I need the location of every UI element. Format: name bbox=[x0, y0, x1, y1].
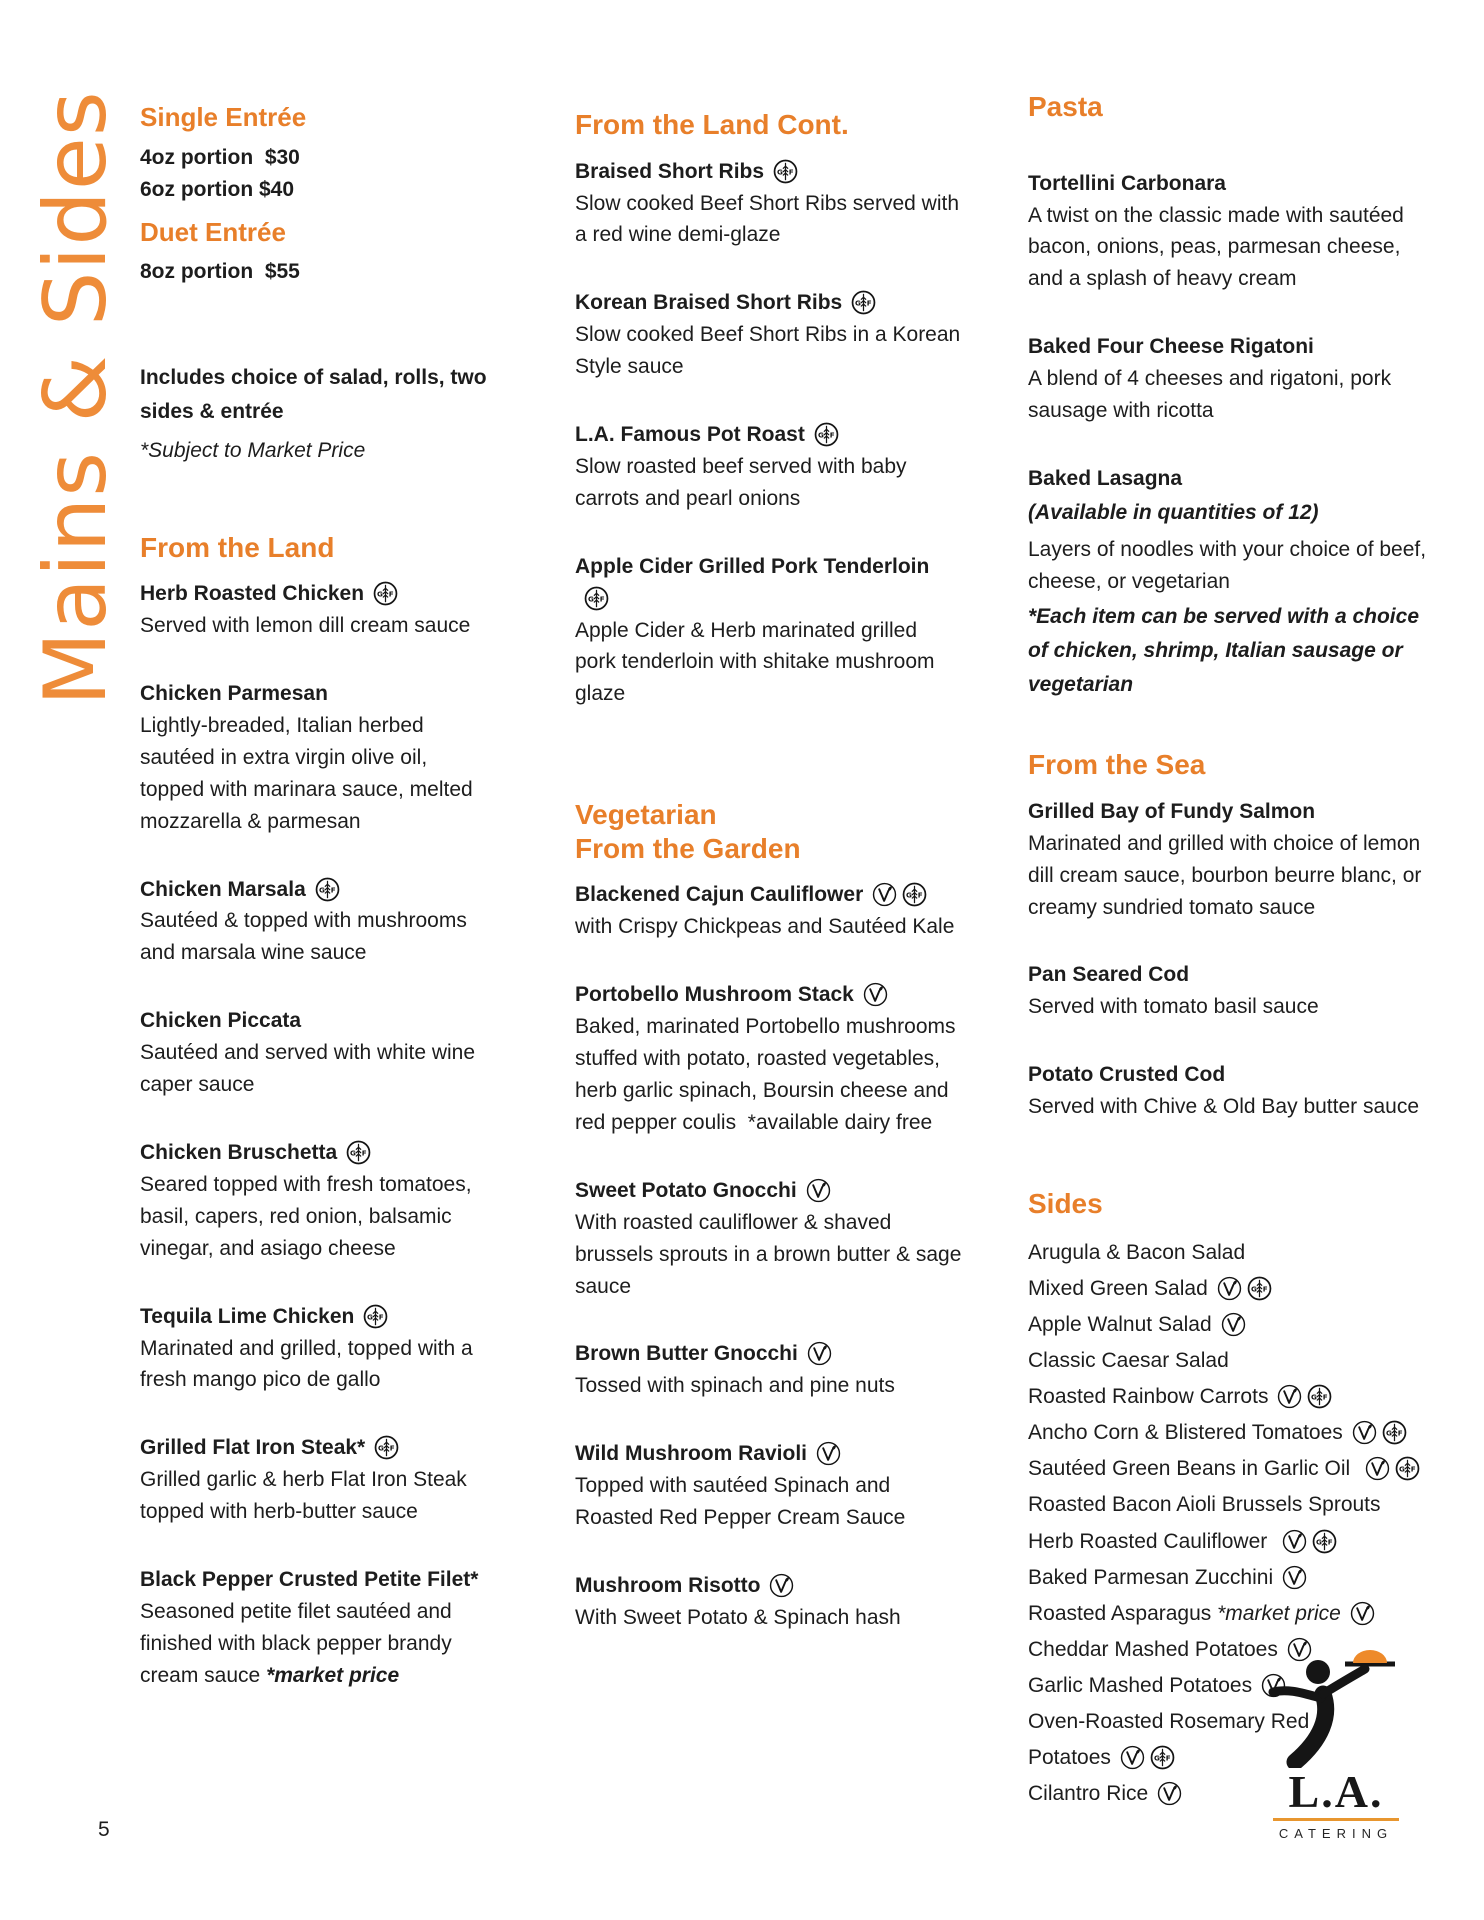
text-run: Apple Cider & Herb marinated grilled pork tenderloin with shitake mushroom glaze bbox=[575, 618, 941, 706]
menu-item-name bbox=[140, 1137, 492, 1169]
svg-text:G: G bbox=[587, 594, 594, 604]
vegetarian-icon bbox=[863, 982, 888, 1007]
text-run: Marinated and grilled with choice of lemon dill cream sauce, bourbon beurre blanc, or creamy sundried tomato sauce bbox=[1028, 831, 1428, 919]
section-heading: Sides bbox=[1028, 1188, 1103, 1220]
svg-text:F: F bbox=[379, 1312, 385, 1322]
vegetarian-icon bbox=[1282, 1529, 1307, 1554]
logo-subtitle: CATERING bbox=[1278, 1826, 1394, 1841]
gluten-free-icon bbox=[1312, 1529, 1337, 1554]
text-run: Sautéed Green Beans in Garlic Oil bbox=[1028, 1457, 1357, 1481]
gluten-free-icon bbox=[1247, 1276, 1272, 1301]
text-run: *market price bbox=[266, 1663, 400, 1687]
text-run: Baked Lasagna bbox=[1028, 466, 1183, 490]
text-run: Sautéed and served with white wine caper sauce bbox=[140, 1041, 481, 1097]
text-run: Ancho Corn & Blistered Tomatoes bbox=[1028, 1421, 1343, 1445]
text-run: Served with tomato basil sauce bbox=[1028, 995, 1319, 1019]
menu-column-3 bbox=[1028, 90, 1430, 1812]
text-run: Apple Cider Grilled Pork Tenderloin bbox=[575, 554, 930, 578]
menu-item-name bbox=[575, 879, 963, 911]
svg-text:F: F bbox=[918, 891, 923, 901]
menu-item-desc bbox=[140, 1037, 492, 1101]
text-run: Pan Seared Cod bbox=[1028, 963, 1190, 987]
text-run: Braised Short Ribs bbox=[575, 159, 765, 183]
svg-text:F: F bbox=[1410, 1465, 1416, 1475]
text-run: Includes choice of salad, rolls, two sides & entrée bbox=[140, 365, 493, 423]
svg-text:F: F bbox=[390, 1444, 395, 1454]
svg-text:G: G bbox=[1398, 1465, 1405, 1475]
menu-item-desc bbox=[575, 911, 963, 943]
svg-text:F: F bbox=[829, 430, 835, 440]
svg-text:G: G bbox=[776, 167, 783, 177]
section-heading: From the Land Cont. bbox=[575, 109, 849, 140]
side-item bbox=[1028, 1596, 1430, 1632]
gluten-free-icon bbox=[773, 159, 798, 184]
menu-item-desc bbox=[1028, 363, 1430, 427]
svg-text:F: F bbox=[330, 885, 336, 895]
vegetarian-icon bbox=[1120, 1745, 1145, 1770]
vegetarian-icon bbox=[769, 1573, 794, 1598]
la-catering-logo bbox=[1256, 1642, 1416, 1841]
menu-item-name bbox=[575, 1175, 963, 1207]
side-item bbox=[1028, 1235, 1430, 1271]
side-item bbox=[1028, 1560, 1430, 1596]
menu-item-name bbox=[1028, 331, 1430, 363]
menu-item-desc bbox=[575, 1370, 963, 1402]
svg-text:G: G bbox=[1311, 1392, 1318, 1402]
text-run: Oven-Roasted Rosemary Red bbox=[1028, 1710, 1310, 1734]
includes-note bbox=[140, 361, 492, 429]
vegetarian-icon bbox=[1352, 1420, 1377, 1445]
menu-item-desc bbox=[575, 615, 963, 711]
menu-item-desc bbox=[140, 610, 492, 642]
menu-item-desc bbox=[1028, 991, 1430, 1023]
svg-text:G: G bbox=[367, 1312, 374, 1322]
section-heading: Duet Entrée bbox=[140, 216, 286, 247]
text-run: Portobello Mushroom Stack bbox=[575, 983, 854, 1007]
menu-item-desc bbox=[575, 1470, 963, 1534]
menu-item-desc bbox=[575, 188, 963, 252]
menu-item-desc bbox=[1028, 828, 1430, 924]
text-run: Topped with sautéed Spinach and Roasted Red Pepper Cream Sauce bbox=[575, 1474, 906, 1530]
menu-item-name bbox=[1028, 796, 1430, 828]
menu-item-name bbox=[140, 1005, 492, 1037]
menu-item-name bbox=[575, 551, 963, 615]
text-run: Sautéed & topped with mushrooms and marsala wine sauce bbox=[140, 909, 473, 965]
menu-item-desc bbox=[140, 1169, 492, 1265]
vegetarian-icon bbox=[1365, 1456, 1390, 1481]
text-run: with Crispy Chickpeas and Sautéed Kale bbox=[575, 915, 955, 939]
side-item bbox=[1028, 1343, 1430, 1379]
price-line bbox=[140, 174, 492, 207]
vegetarian-icon bbox=[1282, 1565, 1307, 1590]
menu-item-desc bbox=[575, 319, 967, 383]
svg-text:G: G bbox=[377, 589, 383, 599]
text-run: Lightly-breaded, Italian herbed sautéed in extra virgin olive oil, topped with marinara sauce, melted mozzarella & parmesan bbox=[140, 713, 479, 833]
vegetarian-icon bbox=[1277, 1384, 1302, 1409]
vegetarian-icon bbox=[1157, 1781, 1182, 1806]
svg-text:F: F bbox=[788, 167, 794, 177]
text-run: L.A. Famous Pot Roast bbox=[575, 423, 805, 447]
gluten-free-icon bbox=[315, 877, 340, 902]
svg-text:F: F bbox=[388, 589, 394, 599]
text-run: 4oz portion $30 bbox=[140, 145, 300, 169]
gluten-free-icon bbox=[374, 1435, 399, 1460]
svg-text:F: F bbox=[362, 1148, 367, 1158]
menu-item-name bbox=[1028, 168, 1430, 200]
text-run: Marinated and grilled, topped with a fresh mango pico de gallo bbox=[140, 1336, 479, 1392]
market-price-note bbox=[140, 435, 492, 467]
text-run: Classic Caesar Salad bbox=[1028, 1349, 1229, 1373]
menu-item-desc bbox=[575, 451, 963, 515]
side-item bbox=[1028, 1524, 1430, 1560]
gluten-free-icon bbox=[814, 422, 839, 447]
text-run: Potatoes bbox=[1028, 1746, 1111, 1770]
gluten-free-icon bbox=[346, 1140, 371, 1165]
text-run: Tequila Lime Chicken bbox=[140, 1304, 355, 1328]
menu-item-desc bbox=[140, 710, 492, 838]
menu-item-desc bbox=[575, 1011, 963, 1139]
svg-text:G: G bbox=[350, 1148, 357, 1158]
svg-text:F: F bbox=[1262, 1284, 1268, 1294]
text-run: *Each item can be served with a choice of chicken, shrimp, Italian sausage or vegetarian bbox=[1028, 605, 1425, 697]
section-heading: From the Sea bbox=[1028, 749, 1206, 781]
side-item bbox=[1028, 1307, 1430, 1343]
menu-item-name bbox=[575, 1570, 963, 1602]
gluten-free-icon bbox=[1150, 1745, 1175, 1770]
section-heading: Pasta bbox=[1028, 91, 1103, 122]
text-run: Served with Chive & Old Bay butter sauce bbox=[1028, 1095, 1420, 1119]
text-run: Baked Four Cheese Rigatoni bbox=[1028, 335, 1314, 359]
text-run: Herb Roasted Chicken bbox=[140, 582, 365, 606]
text-run: A blend of 4 cheeses and rigatoni, pork sausage with ricotta bbox=[1028, 367, 1397, 423]
svg-text:G: G bbox=[378, 1444, 385, 1454]
svg-text:G: G bbox=[817, 430, 824, 440]
text-run: 8oz portion $55 bbox=[140, 260, 300, 284]
menu-item-name bbox=[575, 156, 963, 188]
text-run: Seared topped with fresh tomatoes, basil, capers, red onion, balsamic vinegar, and asiago cheese bbox=[140, 1172, 478, 1260]
side-item bbox=[1028, 1451, 1430, 1487]
text-run: Black Pepper Crusted Petite Filet* bbox=[140, 1568, 479, 1592]
text-run: Grilled garlic & herb Flat Iron Steak topped with herb-butter sauce bbox=[140, 1468, 473, 1524]
text-run: Slow cooked Beef Short Ribs in a Korean Style sauce bbox=[575, 323, 967, 379]
text-run: Layers of noodles with your choice of beef, cheese, or vegetarian bbox=[1028, 538, 1432, 594]
menu-item-desc bbox=[575, 1207, 968, 1303]
svg-text:G: G bbox=[855, 298, 862, 308]
price-line bbox=[140, 142, 492, 175]
menu-item-desc bbox=[140, 1596, 492, 1692]
menu-item-desc bbox=[1028, 1091, 1430, 1123]
menu-item-desc bbox=[140, 1333, 492, 1397]
text-run: Korean Braised Short Ribs bbox=[575, 291, 843, 315]
text-run: Garlic Mashed Potatoes bbox=[1028, 1674, 1253, 1697]
section-heading: From the Land bbox=[140, 531, 335, 563]
menu-item-name bbox=[140, 578, 492, 610]
vegetarian-icon bbox=[816, 1441, 841, 1466]
text-run: Slow cooked Beef Short Ribs served with a red wine demi-glaze bbox=[575, 191, 965, 247]
text-run: Chicken Parmesan bbox=[140, 682, 328, 706]
menu-item-desc bbox=[1028, 534, 1430, 598]
page-side-title: Mains & Sides bbox=[26, 90, 126, 706]
svg-text:G: G bbox=[1385, 1428, 1392, 1438]
menu-item-desc bbox=[140, 905, 492, 969]
gluten-free-icon bbox=[373, 581, 398, 606]
svg-text:F: F bbox=[1397, 1428, 1403, 1438]
vegetarian-icon bbox=[807, 1341, 832, 1366]
text-run: 6oz portion $40 bbox=[140, 178, 295, 202]
svg-text:G: G bbox=[1250, 1284, 1257, 1294]
svg-text:G: G bbox=[1316, 1537, 1322, 1547]
text-run: Cilantro Rice bbox=[1028, 1782, 1149, 1806]
svg-text:F: F bbox=[867, 298, 872, 308]
text-run: With Sweet Potato & Spinach hash bbox=[575, 1605, 901, 1629]
menu-column-2 bbox=[575, 108, 968, 1634]
menu-item-name bbox=[575, 1438, 963, 1470]
menu-item-name bbox=[1028, 1059, 1430, 1091]
svg-text:F: F bbox=[599, 594, 605, 604]
section-heading: Single Entrée bbox=[140, 102, 307, 132]
section-heading: Vegetarian bbox=[575, 799, 717, 831]
text-run: Baked Parmesan Zucchini bbox=[1028, 1565, 1274, 1589]
page-number: 5 bbox=[98, 1818, 110, 1841]
svg-text:F: F bbox=[1323, 1392, 1329, 1402]
menu-item-name bbox=[575, 287, 963, 319]
text-run: *market price bbox=[1217, 1601, 1341, 1625]
gluten-free-icon bbox=[363, 1304, 388, 1329]
side-item bbox=[1028, 1415, 1430, 1451]
price-line bbox=[140, 256, 492, 289]
menu-item-desc bbox=[140, 1464, 492, 1528]
text-run: A twist on the classic made with sautéed bacon, onions, peas, parmesan cheese, and a splash of heavy cream bbox=[1028, 203, 1410, 291]
vegetarian-icon bbox=[1350, 1601, 1375, 1626]
menu-item-name bbox=[1028, 463, 1430, 495]
waiter-figure-icon bbox=[1261, 1642, 1411, 1768]
side-item bbox=[1028, 1271, 1430, 1307]
text-run: Roasted Rainbow Carrots bbox=[1028, 1385, 1269, 1409]
text-run: Herb Roasted Cauliflower bbox=[1028, 1529, 1274, 1553]
menu-item-name bbox=[140, 1301, 492, 1333]
text-run: Mushroom Risotto bbox=[575, 1573, 761, 1597]
text-run: Blackened Cajun Cauliflower bbox=[575, 883, 864, 907]
vegetarian-icon bbox=[872, 882, 897, 907]
menu-column-1 bbox=[140, 92, 492, 1692]
text-run: Grilled Bay of Fundy Salmon bbox=[1028, 799, 1316, 823]
text-run: Grilled Flat Iron Steak* bbox=[140, 1436, 366, 1460]
menu-item-desc bbox=[575, 1602, 963, 1634]
vegetarian-icon bbox=[1217, 1276, 1242, 1301]
text-run: Chicken Piccata bbox=[140, 1009, 302, 1033]
menu-item-name bbox=[140, 678, 492, 710]
text-run: Wild Mushroom Ravioli bbox=[575, 1442, 807, 1466]
side-item bbox=[1028, 1487, 1430, 1523]
vegetarian-icon bbox=[806, 1178, 831, 1203]
section-heading: From the Garden bbox=[575, 832, 801, 864]
gluten-free-icon bbox=[902, 882, 927, 907]
text-run: Brown Butter Gnocchi bbox=[575, 1342, 798, 1366]
text-run: Chicken Bruschetta bbox=[140, 1140, 338, 1164]
svg-text:G: G bbox=[1153, 1753, 1160, 1763]
menu-item-name bbox=[575, 419, 963, 451]
text-run: Baked, marinated Portobello mushrooms stuffed with potato, roasted vegetables, herb garlic spinach, Boursin cheese and red pepper coulis *available dairy free bbox=[575, 1015, 962, 1134]
text-run: Tossed with spinach and pine nuts bbox=[575, 1374, 895, 1398]
menu-item-name bbox=[140, 874, 492, 906]
menu-item-desc bbox=[1028, 200, 1430, 296]
menu-item-name bbox=[140, 1432, 492, 1464]
text-run: Roasted Asparagus bbox=[1028, 1601, 1218, 1625]
gluten-free-icon bbox=[1395, 1456, 1420, 1481]
gluten-free-icon bbox=[851, 290, 876, 315]
vegetarian-icon bbox=[1221, 1312, 1246, 1337]
serving-note bbox=[1028, 600, 1430, 702]
svg-text:G: G bbox=[318, 885, 325, 895]
text-run: Slow roasted beef served with baby carrots and pearl onions bbox=[575, 454, 913, 510]
menu-item-name bbox=[575, 979, 963, 1011]
gluten-free-icon bbox=[1307, 1384, 1332, 1409]
svg-text:F: F bbox=[1165, 1753, 1171, 1763]
text-run: With roasted cauliflower & shaved brussels sprouts in a brown butter & sage sauce bbox=[575, 1210, 968, 1298]
logo-name: L.A. bbox=[1288, 1766, 1384, 1817]
svg-text:G: G bbox=[906, 891, 913, 901]
text-run: Roasted Bacon Aioli Brussels Sprouts bbox=[1028, 1493, 1381, 1517]
text-run: Apple Walnut Salad bbox=[1028, 1312, 1212, 1336]
availability-note bbox=[1028, 497, 1430, 530]
text-run: Seasoned petite filet sautéed and finished with black pepper brandy cream sauce bbox=[140, 1599, 458, 1687]
text-run: Tortellini Carbonara bbox=[1028, 171, 1226, 195]
text-run: *Subject to Market Price bbox=[140, 438, 366, 462]
text-run: Mixed Green Salad bbox=[1028, 1276, 1208, 1300]
text-run: Chicken Marsala bbox=[140, 877, 306, 901]
logo-rule bbox=[1273, 1818, 1399, 1821]
gluten-free-icon bbox=[1382, 1420, 1407, 1445]
text-run: Served with lemon dill cream sauce bbox=[140, 614, 471, 638]
text-run: Sweet Potato Gnocchi bbox=[575, 1178, 797, 1202]
text-run: (Available in quantities of 12) bbox=[1028, 500, 1319, 524]
svg-text:F: F bbox=[1327, 1537, 1333, 1547]
text-run: Cheddar Mashed Potatoes bbox=[1028, 1637, 1278, 1661]
side-item bbox=[1028, 1379, 1430, 1415]
menu-item-name bbox=[1028, 959, 1430, 991]
menu-item-name bbox=[575, 1338, 963, 1370]
gluten-free-icon bbox=[584, 586, 609, 611]
text-run: Arugula & Bacon Salad bbox=[1028, 1240, 1246, 1264]
menu-item-name bbox=[140, 1564, 492, 1596]
text-run: Potato Crusted Cod bbox=[1028, 1063, 1226, 1087]
